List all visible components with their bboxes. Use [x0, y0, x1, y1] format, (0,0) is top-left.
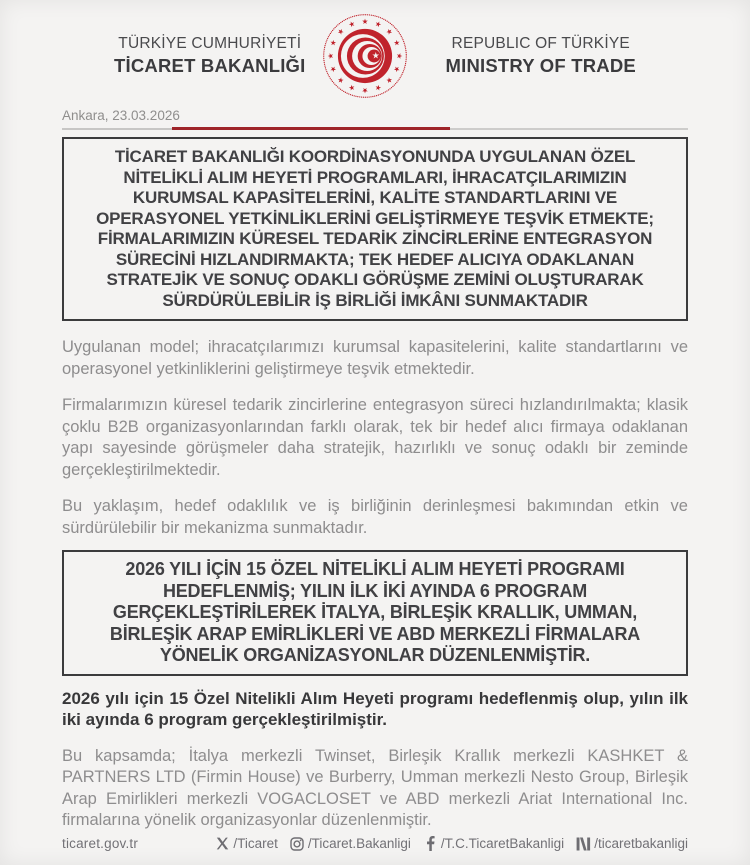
tricolor-divider — [62, 127, 688, 130]
ministry-of-trade-emblem-icon — [322, 10, 408, 102]
highlight-line: SÜRDÜRÜLEBİLİR İŞ BİRLİĞİ İMKÂNI SUNMAKTADIR — [162, 290, 588, 310]
highlight-line: 2026 YILI İÇİN 15 ÖZEL NİTELİKLİ ALIM HEYETİ PROGRAMI — [125, 559, 625, 579]
highlight-box-secondary — [62, 550, 688, 676]
ministry-name-english — [446, 34, 636, 78]
highlight-line: YÖNELİK ORGANİZASYONLAR DÜZENLENMİŞTİR. — [159, 645, 591, 665]
paragraph-model: Uygulanan model; ihracatçılarımızı kurumsal kapasitelerini, kalite standartlarını ve operasyonel yetkinliklerini geliştirmeye teşvik etmektedir. — [62, 338, 688, 378]
highlight-line: NİTELİKLİ ALIM HEYETİ PROGRAMLARI, İHRACATÇILARIMIZIN — [123, 167, 627, 187]
instagram-icon — [290, 836, 305, 851]
footer — [0, 836, 750, 865]
nsosyal-icon — [576, 836, 591, 851]
x-twitter-icon — [215, 836, 230, 851]
dateline: Ankara, 23.03.2026 — [62, 108, 180, 123]
highlight-box-primary — [62, 137, 688, 321]
social-link-instagram[interactable] — [290, 836, 411, 851]
divider-gray-left — [62, 128, 172, 130]
facebook-icon — [423, 836, 438, 851]
highlight-line: GERÇEKLEŞTİRİLEREK İTALYA, BİRLEŞİK KRALLIK, UMMAN, — [112, 602, 638, 622]
social-links — [215, 836, 688, 851]
social-link-x[interactable] — [215, 836, 278, 851]
ministry-line-tr: TİCARET BAKANLIĞI — [114, 55, 306, 77]
ministry-name-turkish — [114, 34, 305, 78]
highlight-line: OPERASYONEL YETKİNLİKLERİNİ GELİŞTİRMEYE TEŞVİK ETMEKTE; — [96, 208, 654, 228]
paragraph-integration: Firmalarımızın küresel tedarik zincirlerine entegrasyon süreci hızlandırılmakta; klasik çoklu B2B organizasyonlarından farklı olarak, tek bir hedef alıcı firmaya odaklanan yapı sayesinde görüşmeler daha stratejik, hazırlıklı ve sonuç odaklı bir zeminde gerçekleştirilmektedir. — [62, 396, 688, 479]
republic-line-en: REPUBLIC OF TÜRKİYE — [451, 34, 630, 52]
highlight-line: KURUMSAL KAPASİTELERİNİ, KALİTE STANDARTLARINI VE — [132, 188, 618, 207]
social-link-facebook[interactable] — [423, 836, 564, 851]
social-handle: /ticaretbakanligi — [594, 836, 688, 851]
paragraph-companies: Bu kapsamda; İtalya merkezli Twinset, Birleşik Krallık merkezli KASHKET & PARTNERS LTD (Firmin House) ve Burberry, Umman merkezli Nesto Group, Birleşik Arap Emirlikleri merkezli VOGACLOSET ve ABD merkezli Ariat International Inc. firmalarına yönelik organizasyonlar düzenlenmiştir. — [62, 746, 688, 829]
social-link-nsosyal[interactable] — [576, 836, 688, 851]
ministry-header — [0, 0, 750, 102]
highlight-line: SÜRECİNİ HIZLANDIRMAKTA; TEK HEDEF ALICIYA ODAKLANAN — [115, 249, 635, 269]
highlight-line: BİRLEŞİK ARAP EMİRLİKLERİ VE ABD MERKEZLİ FİRMALARA — [109, 623, 641, 644]
paragraph-target-bold: 2026 yılı için 15 Özel Nitelikli Alım Heyeti programı hedeflenmiş olup, yılın ilk iki ayında 6 program gerçekleştirilmiştir. — [62, 688, 688, 729]
divider-red-segment — [172, 127, 450, 130]
paragraph-approach: Bu yaklaşım, hedef odaklılık ve iş birliğinin derinleşmesi bakımından etkin ve sürdürülebilir bir mekanizma sunmaktadır. — [62, 497, 688, 537]
highlight-line: STRATEJİK VE SONUÇ ODAKLI GÖRÜŞME ZEMİNİ OLUŞTURARAK — [106, 270, 644, 289]
social-handle: /T.C.TicaretBakanligi — [440, 836, 565, 851]
republic-line-tr: TÜRKİYE CUMHURİYETİ — [118, 34, 302, 52]
social-handle: /Ticaret.Bakanligi — [307, 836, 411, 851]
ministry-line-en: MINISTRY OF TRADE — [445, 55, 636, 77]
divider-gray-right — [450, 128, 688, 130]
website-link[interactable]: ticaret.gov.tr — [62, 836, 139, 851]
press-release-body — [0, 102, 750, 832]
highlight-line: FİRMALARIMIZIN KÜRESEL TEDARİK ZİNCİRLERİNE ENTEGRASYON — [97, 229, 653, 248]
highlight-line: TİCARET BAKANLIĞI KOORDİNASYONUNDA UYGULANAN ÖZEL — [114, 147, 636, 166]
highlight-line: HEDEFLENMİŞ; YILIN İLK İKİ AYINDA 6 PROGRAM — [162, 580, 588, 601]
social-handle: /Ticaret — [233, 836, 278, 851]
